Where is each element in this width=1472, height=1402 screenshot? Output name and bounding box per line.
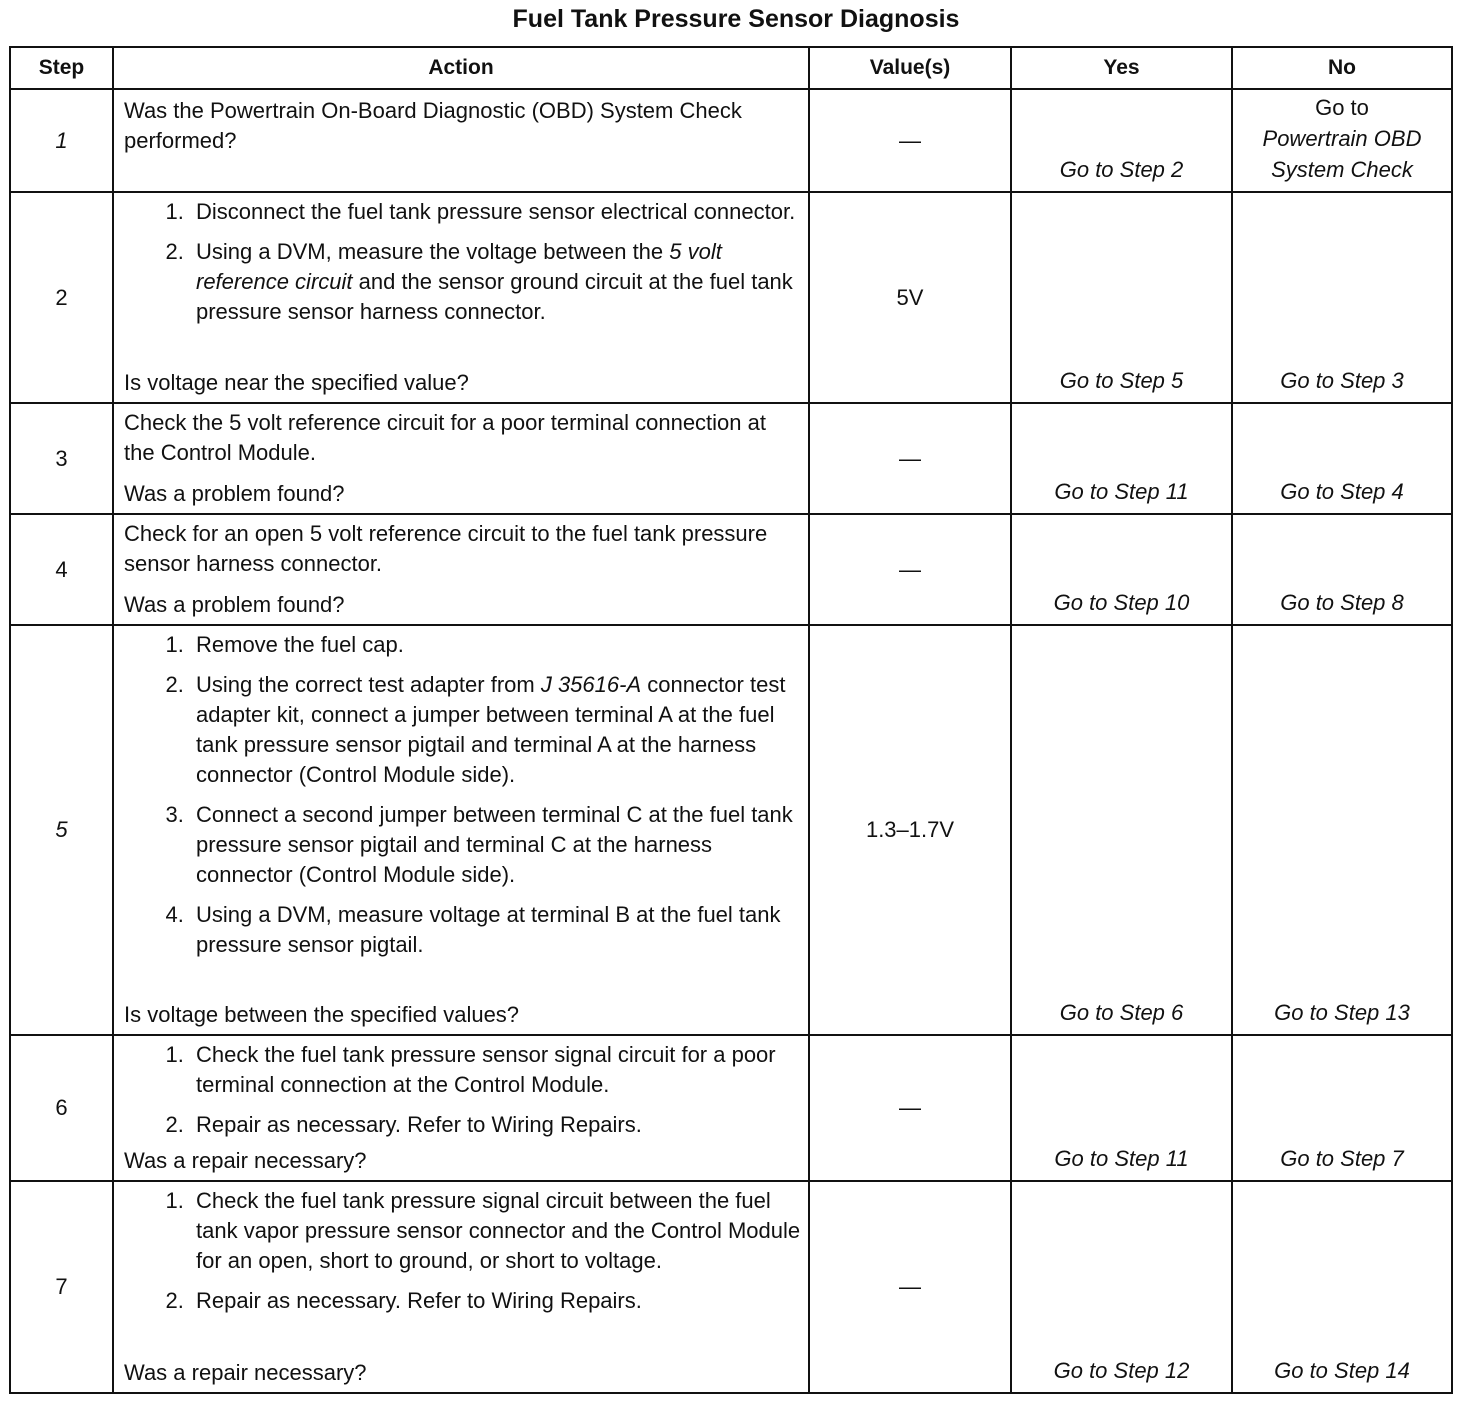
yes-link: Go to Step 11 <box>1054 1146 1189 1171</box>
yes-cell <box>1011 192 1232 403</box>
header-step: Step <box>10 47 113 89</box>
no-link: Go to Step 14 <box>1274 1358 1410 1383</box>
yes-cell <box>1011 1181 1232 1393</box>
table-row <box>10 192 1452 403</box>
tool-name: J 35616-A <box>540 672 642 697</box>
yes-cell <box>1011 514 1232 625</box>
action-item: 2. Repair as necessary. Refer to Wiring Repairs. <box>190 1110 802 1140</box>
yes-link: Go to Step 2 <box>1059 157 1184 182</box>
action-text: Check for an open 5 volt reference circuit to the fuel tank pressure sensor harness connector. <box>124 521 768 576</box>
yes-cell <box>1011 1035 1232 1181</box>
value-cell: — <box>809 89 1011 192</box>
table-row <box>10 89 1452 192</box>
header-yes: Yes <box>1011 47 1232 89</box>
header-row <box>10 47 1452 89</box>
value-cell: 1.3–1.7V <box>809 625 1011 1035</box>
header-action: Action <box>113 47 809 89</box>
yes-link: Go to Step 10 <box>1053 590 1190 615</box>
table-row <box>10 514 1452 625</box>
action-item: 2. Using a DVM, measure the voltage between the 5 volt reference circuit and the sensor ground circuit at the fuel tank pressure sensor harness connector. <box>190 237 802 327</box>
yes-link: Go to Step 5 <box>1059 368 1184 393</box>
yes-link: Go to Step 11 <box>1054 479 1189 504</box>
value-cell: — <box>809 1181 1011 1393</box>
action-question: Was a problem found? <box>124 592 345 617</box>
no-link-line3: System Check <box>1271 157 1413 182</box>
action-item: 1. Check the fuel tank pressure sensor signal circuit for a poor terminal connection at the Control Module. <box>190 1040 802 1100</box>
circuit-name: 5 volt reference circuit <box>196 239 722 294</box>
table-row <box>10 625 1452 1035</box>
step-number: 7 <box>10 1181 113 1393</box>
action-text: Check the 5 volt reference circuit for a poor terminal connection at the Control Module. <box>124 410 766 465</box>
no-cell <box>1232 1181 1452 1393</box>
step-number: 6 <box>10 1035 113 1181</box>
yes-cell <box>1011 89 1232 192</box>
step-number: 4 <box>10 514 113 625</box>
header-no: No <box>1232 47 1452 89</box>
action-item: 2. Using the correct test adapter from J 35616-A connector test adapter kit, connect a jumper between terminal A at the fuel tank pressure sensor pigtail and terminal A at the harness connector (Control Module side). <box>190 670 802 790</box>
step-number: 1 <box>10 89 113 192</box>
no-cell <box>1232 192 1452 403</box>
table-row <box>10 1181 1452 1393</box>
action-item: 1. Disconnect the fuel tank pressure sensor electrical connector. <box>190 197 802 227</box>
yes-cell <box>1011 403 1232 514</box>
table-row <box>10 403 1452 514</box>
no-link: Go to Step 8 <box>1280 590 1404 615</box>
no-cell <box>1232 403 1452 514</box>
no-cell <box>1232 514 1452 625</box>
value-cell: — <box>809 514 1011 625</box>
no-cell <box>1232 89 1452 192</box>
action-cell <box>113 625 809 1035</box>
no-link: Go to Step 3 <box>1280 368 1404 393</box>
page-title: Fuel Tank Pressure Sensor Diagnosis <box>512 5 960 33</box>
no-cell <box>1232 625 1452 1035</box>
action-cell <box>113 403 809 514</box>
action-cell <box>113 89 809 192</box>
yes-link: Go to Step 12 <box>1053 1358 1190 1383</box>
action-question: Was a problem found? <box>124 481 345 506</box>
value-cell: — <box>809 403 1011 514</box>
value-cell: — <box>809 1035 1011 1181</box>
no-link-line1: Go to <box>1315 95 1369 120</box>
table-row <box>10 1035 1452 1181</box>
no-link <box>1233 92 1451 185</box>
action-cell <box>113 514 809 625</box>
action-item: 1. Remove the fuel cap. <box>190 630 802 660</box>
yes-link: Go to Step 6 <box>1059 1000 1184 1025</box>
diagnosis-table <box>9 46 1453 1394</box>
action-item: 1. Check the fuel tank pressure signal circuit between the fuel tank vapor pressure sensor connector and the Control Module for an open, short to ground, or short to voltage. <box>190 1186 802 1276</box>
yes-cell <box>1011 625 1232 1035</box>
value-cell: 5V <box>809 192 1011 403</box>
action-question: Is voltage near the specified value? <box>124 370 469 395</box>
header-values: Value(s) <box>809 47 1011 89</box>
step-number: 2 <box>10 192 113 403</box>
no-link: Go to Step 13 <box>1274 1000 1410 1025</box>
no-cell <box>1232 1035 1452 1181</box>
action-cell <box>113 192 809 403</box>
no-link-line2: Powertrain OBD <box>1262 126 1422 151</box>
action-cell <box>113 1035 809 1181</box>
action-question: Was a repair necessary? <box>124 1360 367 1385</box>
step-number: 3 <box>10 403 113 514</box>
action-cell <box>113 1181 809 1393</box>
action-question: Is voltage between the specified values? <box>124 1002 520 1027</box>
action-question: Was a repair necessary? <box>124 1148 367 1173</box>
no-link: Go to Step 4 <box>1280 479 1404 504</box>
action-item: 4. Using a DVM, measure voltage at terminal B at the fuel tank pressure sensor pigtail. <box>190 900 802 960</box>
no-link: Go to Step 7 <box>1280 1146 1404 1171</box>
step-number: 5 <box>10 625 113 1035</box>
action-item: 3. Connect a second jumper between terminal C at the fuel tank pressure sensor pigtail and terminal C at the harness connector (Control Module side). <box>190 800 802 890</box>
action-text: Was the Powertrain On-Board Diagnostic (OBD) System Check performed? <box>124 98 742 153</box>
action-item: 2. Repair as necessary. Refer to Wiring Repairs. <box>190 1286 802 1316</box>
